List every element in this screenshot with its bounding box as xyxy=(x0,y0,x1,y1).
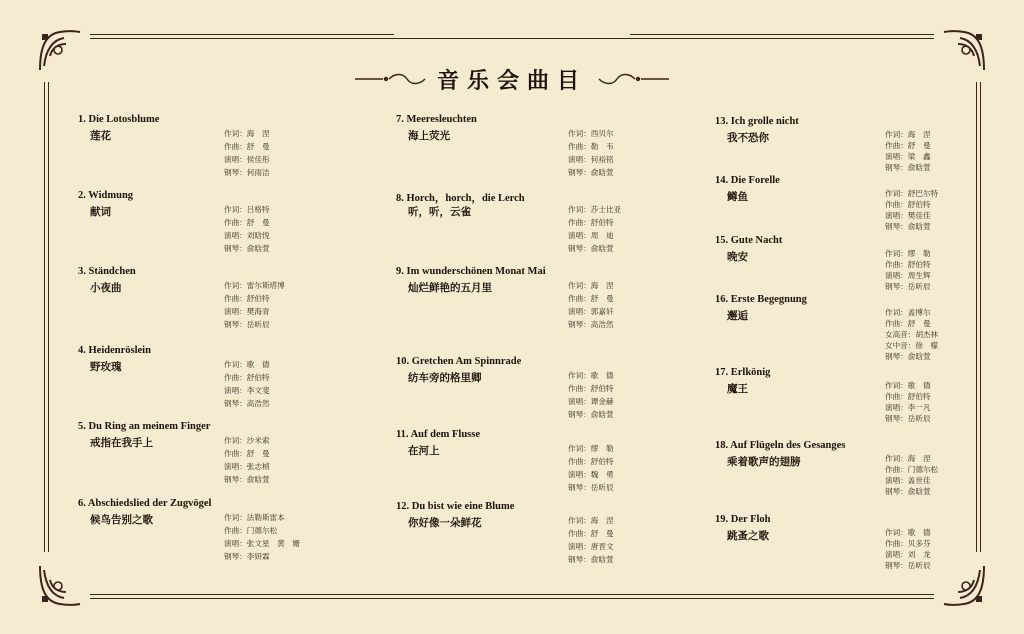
song-title-chinese: 乘着歌声的翅膀 xyxy=(727,456,801,468)
credit-lyricist: 作词：海 涅 xyxy=(224,129,270,138)
credit-pianist: 钢琴：高浩然 xyxy=(568,320,614,329)
credit-pianist: 钢琴：李妍霖 xyxy=(224,552,270,561)
credit-lyricist: 作词：莎士比亚 xyxy=(568,205,622,214)
credit-pianist: 钢琴：俞晗萱 xyxy=(885,222,931,231)
right-border-line-2 xyxy=(980,82,981,552)
credit-singer: 演唱：樊佳佳 xyxy=(885,211,931,220)
credit-lyricist: 作词：吕格特 xyxy=(224,205,270,214)
credit-pianist: 钢琴：俞晗萱 xyxy=(568,168,614,177)
credit-composer: 作曲：舒伯特 xyxy=(568,384,614,393)
credit-composer: 作曲：门德尔松 xyxy=(885,465,939,474)
credit-composer: 作曲：舒伯特 xyxy=(568,457,614,466)
credit-pianist: 钢琴：岳昕辰 xyxy=(885,561,931,570)
credit-pianist: 钢琴：岳昕辰 xyxy=(885,414,931,423)
song-title-chinese: 听，听，云雀 xyxy=(408,206,471,218)
credit-singer: 演唱：唐晋文 xyxy=(568,542,614,551)
song-title-original: 19. Der Floh xyxy=(715,514,771,525)
credit-lyricist: 作词：盖博尔 xyxy=(885,308,931,317)
credit-pianist: 钢琴：何雨洁 xyxy=(224,168,270,177)
title-block xyxy=(0,62,1024,96)
song-title-chinese: 戒指在我手上 xyxy=(90,437,153,449)
song-title-original: 13. Ich grolle nicht xyxy=(715,116,799,127)
song-title-original: 8. Horch，horch，die Lerch xyxy=(396,193,525,204)
credit-lyricist: 作词：海 涅 xyxy=(885,130,931,139)
credit-lyricist: 作词：沙米索 xyxy=(224,436,270,445)
credit-lyricist: 作词：歌 德 xyxy=(885,381,931,390)
song-entry xyxy=(396,356,696,419)
song-title-chinese: 我不恐你 xyxy=(727,132,769,144)
credit-pianist: 钢琴：高浩然 xyxy=(224,399,270,408)
song-credits xyxy=(885,453,938,497)
credit-mezzo: 女中音：徐 檬 xyxy=(885,341,939,350)
left-border-line xyxy=(44,82,45,552)
song-title-original: 10. Gretchen Am Spinnrade xyxy=(396,356,522,367)
credit-singer: 演唱：刘 龙 xyxy=(885,550,931,559)
credit-pianist: 钢琴：俞晗萱 xyxy=(224,244,270,253)
credit-pianist: 钢琴：俞晗萱 xyxy=(885,163,931,172)
credit-singer: 演唱：张文星 黄 姗 xyxy=(224,539,300,548)
credit-composer: 作曲：舒伯特 xyxy=(224,294,270,303)
song-title-chinese: 灿烂鲜艳的五月里 xyxy=(408,282,492,294)
credit-singer: 演唱：郭嘉轩 xyxy=(568,307,614,316)
credit-singer: 演唱：盖世佳 xyxy=(885,476,931,485)
song-entry xyxy=(715,175,1015,231)
credit-composer: 作曲：舒伯特 xyxy=(885,200,931,209)
song-title-original: 17. Erlkönig xyxy=(715,367,771,378)
credit-lyricist: 作词：缪 勒 xyxy=(885,249,931,258)
song-credits xyxy=(885,129,931,173)
song-credits xyxy=(224,511,300,563)
song-title-chinese: 鳟鱼 xyxy=(727,191,748,203)
song-entry xyxy=(396,114,696,177)
credit-composer: 作曲：舒 曼 xyxy=(224,218,270,227)
song-entry xyxy=(715,116,1015,172)
credit-singer: 演唱：梁 鑫 xyxy=(885,152,931,161)
song-title-original: 7. Meeresleuchten xyxy=(396,114,477,125)
song-title-original: 12. Du bist wie eine Blume xyxy=(396,501,515,512)
credit-lyricist: 作词：海 涅 xyxy=(885,454,931,463)
credit-lyricist: 作词：舒巴尔特 xyxy=(885,189,939,198)
top-border-line-2 xyxy=(90,38,934,39)
credit-singer: 演唱：李文斐 xyxy=(224,386,270,395)
song-entry xyxy=(78,190,378,253)
credit-composer: 作曲：舒 曼 xyxy=(885,319,931,328)
top-border-line-left xyxy=(90,34,394,35)
top-border-line-right xyxy=(630,34,934,35)
song-credits xyxy=(885,188,938,232)
credit-lyricist: 作词：海 涅 xyxy=(568,516,614,525)
song-title-original: 11. Auf dem Flusse xyxy=(396,429,481,440)
credit-lyricist: 作词：西贝尔 xyxy=(568,129,614,138)
credit-pianist: 钢琴：俞晗萱 xyxy=(568,555,614,564)
song-entry xyxy=(396,190,696,253)
song-title-chinese: 在河上 xyxy=(408,445,440,457)
credit-pianist: 钢琴：岳昕辰 xyxy=(568,483,614,492)
credit-pianist: 钢琴：岳昕辰 xyxy=(224,320,270,329)
credit-singer: 演唱：何裕铭 xyxy=(568,155,614,164)
credit-singer: 演唱：周 迪 xyxy=(568,231,614,240)
credit-lyricist: 作词：缪 勒 xyxy=(568,444,614,453)
song-credits xyxy=(568,442,614,494)
song-title-chinese: 纺车旁的格里卿 xyxy=(408,372,482,384)
credit-composer: 作曲：门德尔松 xyxy=(224,526,278,535)
credit-composer: 作曲：舒伯特 xyxy=(568,218,614,227)
credit-singer: 演唱：李一凡 xyxy=(885,403,931,412)
song-title-original: 6. Abschiedslied der Zugvögel xyxy=(78,498,212,509)
credit-singer: 演唱：侯佳彤 xyxy=(224,155,270,164)
song-entry xyxy=(396,429,696,492)
credit-composer: 作曲：舒 曼 xyxy=(224,142,270,151)
song-credits xyxy=(224,279,285,331)
credit-pianist: 钢琴：俞晗萱 xyxy=(568,410,614,419)
credit-lyricist: 作词：法勒斯雷本 xyxy=(224,513,285,522)
song-title-chinese: 莲花 xyxy=(90,130,111,142)
credit-composer: 作曲：舒伯特 xyxy=(885,260,931,269)
credit-pianist: 钢琴：岳昕辰 xyxy=(885,282,931,291)
credit-pianist: 钢琴：俞晗萱 xyxy=(885,487,931,496)
song-credits xyxy=(224,358,270,410)
song-title-original: 1. Die Lotosblume xyxy=(78,114,160,125)
song-title-original: 2. Widmung xyxy=(78,190,134,201)
bottom-border-line xyxy=(90,594,934,595)
song-credits xyxy=(568,514,614,566)
credit-singer: 演唱：樊海青 xyxy=(224,307,270,316)
song-entry xyxy=(396,501,696,564)
credit-singer: 演唱：周生辉 xyxy=(885,271,931,280)
song-entry xyxy=(78,266,378,329)
credit-singer: 演唱：刘晗悦 xyxy=(224,231,270,240)
credit-composer: 作曲：贝多芬 xyxy=(885,539,931,548)
song-entry xyxy=(78,498,378,561)
song-title-chinese: 海上荧光 xyxy=(408,130,450,142)
song-entry xyxy=(78,345,378,408)
song-title-original: 5. Du Ring an meinem Finger xyxy=(78,421,211,432)
credit-singer: 演唱：张志楨 xyxy=(224,462,270,471)
credit-composer: 作曲：舒 曼 xyxy=(568,529,614,538)
credit-lyricist: 作词：歌 德 xyxy=(568,371,614,380)
song-entry xyxy=(715,514,1015,570)
credit-composer: 作曲：舒伯特 xyxy=(885,392,931,401)
song-credits xyxy=(885,307,938,362)
song-entry xyxy=(396,266,696,329)
song-title-chinese: 候鸟告别之歌 xyxy=(90,514,153,526)
song-credits xyxy=(224,203,270,255)
song-title-original: 14. Die Forelle xyxy=(715,175,780,186)
song-title-chinese: 晚安 xyxy=(727,251,748,263)
corner-ornament-bottom-left-icon xyxy=(36,562,84,610)
credit-composer: 作曲：舒 曼 xyxy=(568,294,614,303)
credit-lyricist: 作词：海 涅 xyxy=(568,281,614,290)
song-credits xyxy=(885,527,931,571)
credit-singer: 演唱：魏 勇 xyxy=(568,470,614,479)
corner-ornament-bottom-right-icon xyxy=(940,562,988,610)
song-credits xyxy=(568,369,614,421)
credit-pianist: 钢琴：俞晗萱 xyxy=(224,475,270,484)
credit-pianist: 钢琴：俞晗萱 xyxy=(885,352,931,361)
credit-pianist: 钢琴：俞晗萱 xyxy=(568,244,614,253)
title-flourish-left-icon xyxy=(355,72,427,86)
song-title-original: 18. Auf Flügeln des Gesanges xyxy=(715,440,846,451)
right-border-line xyxy=(976,82,977,552)
song-title-chinese: 邂逅 xyxy=(727,310,748,322)
left-border-line-2 xyxy=(48,82,49,552)
credit-composer: 作曲：勒 韦 xyxy=(568,142,614,151)
credit-soprano: 女高音：胡杰林 xyxy=(885,330,939,339)
song-title-chinese: 跳蚤之歌 xyxy=(727,530,769,542)
page-title: 音乐会曲目 xyxy=(436,67,587,94)
song-title-original: 3. Ständchen xyxy=(78,266,136,277)
song-credits xyxy=(568,203,621,255)
song-credits xyxy=(568,127,614,179)
song-entry xyxy=(78,114,378,177)
credit-singer: 演唱：谭金赫 xyxy=(568,397,614,406)
title-flourish-right-icon xyxy=(597,72,669,86)
credit-lyricist: 作词：歌 德 xyxy=(885,528,931,537)
song-title-original: 9. Im wunderschönen Monat Mai xyxy=(396,266,546,277)
song-credits xyxy=(568,279,614,331)
song-entry xyxy=(715,367,1015,423)
song-entry xyxy=(78,421,378,484)
song-title-original: 4. Heidenröslein xyxy=(78,345,151,356)
song-title-chinese: 你好像一朵鲜花 xyxy=(408,517,482,529)
song-credits xyxy=(224,127,270,179)
credit-composer: 作曲：舒伯特 xyxy=(224,373,270,382)
bottom-border-line-2 xyxy=(90,598,934,599)
song-credits xyxy=(885,248,931,292)
song-title-chinese: 小夜曲 xyxy=(90,282,122,294)
song-entry xyxy=(715,235,1015,291)
song-credits xyxy=(885,380,931,424)
credit-composer: 作曲：舒 曼 xyxy=(885,141,931,150)
song-title-original: 15. Gute Nacht xyxy=(715,235,783,246)
song-title-chinese: 献词 xyxy=(90,206,111,218)
song-title-chinese: 魔王 xyxy=(727,383,748,395)
song-entry xyxy=(715,294,1015,361)
song-title-original: 16. Erste Begegnung xyxy=(715,294,807,305)
song-entry xyxy=(715,440,1015,496)
credit-lyricist: 作词：歌 德 xyxy=(224,360,270,369)
song-title-chinese: 野玫瑰 xyxy=(90,361,122,373)
song-credits xyxy=(224,434,270,486)
credit-composer: 作曲：舒 曼 xyxy=(224,449,270,458)
credit-lyricist: 作词：雷尔斯塔博 xyxy=(224,281,285,290)
